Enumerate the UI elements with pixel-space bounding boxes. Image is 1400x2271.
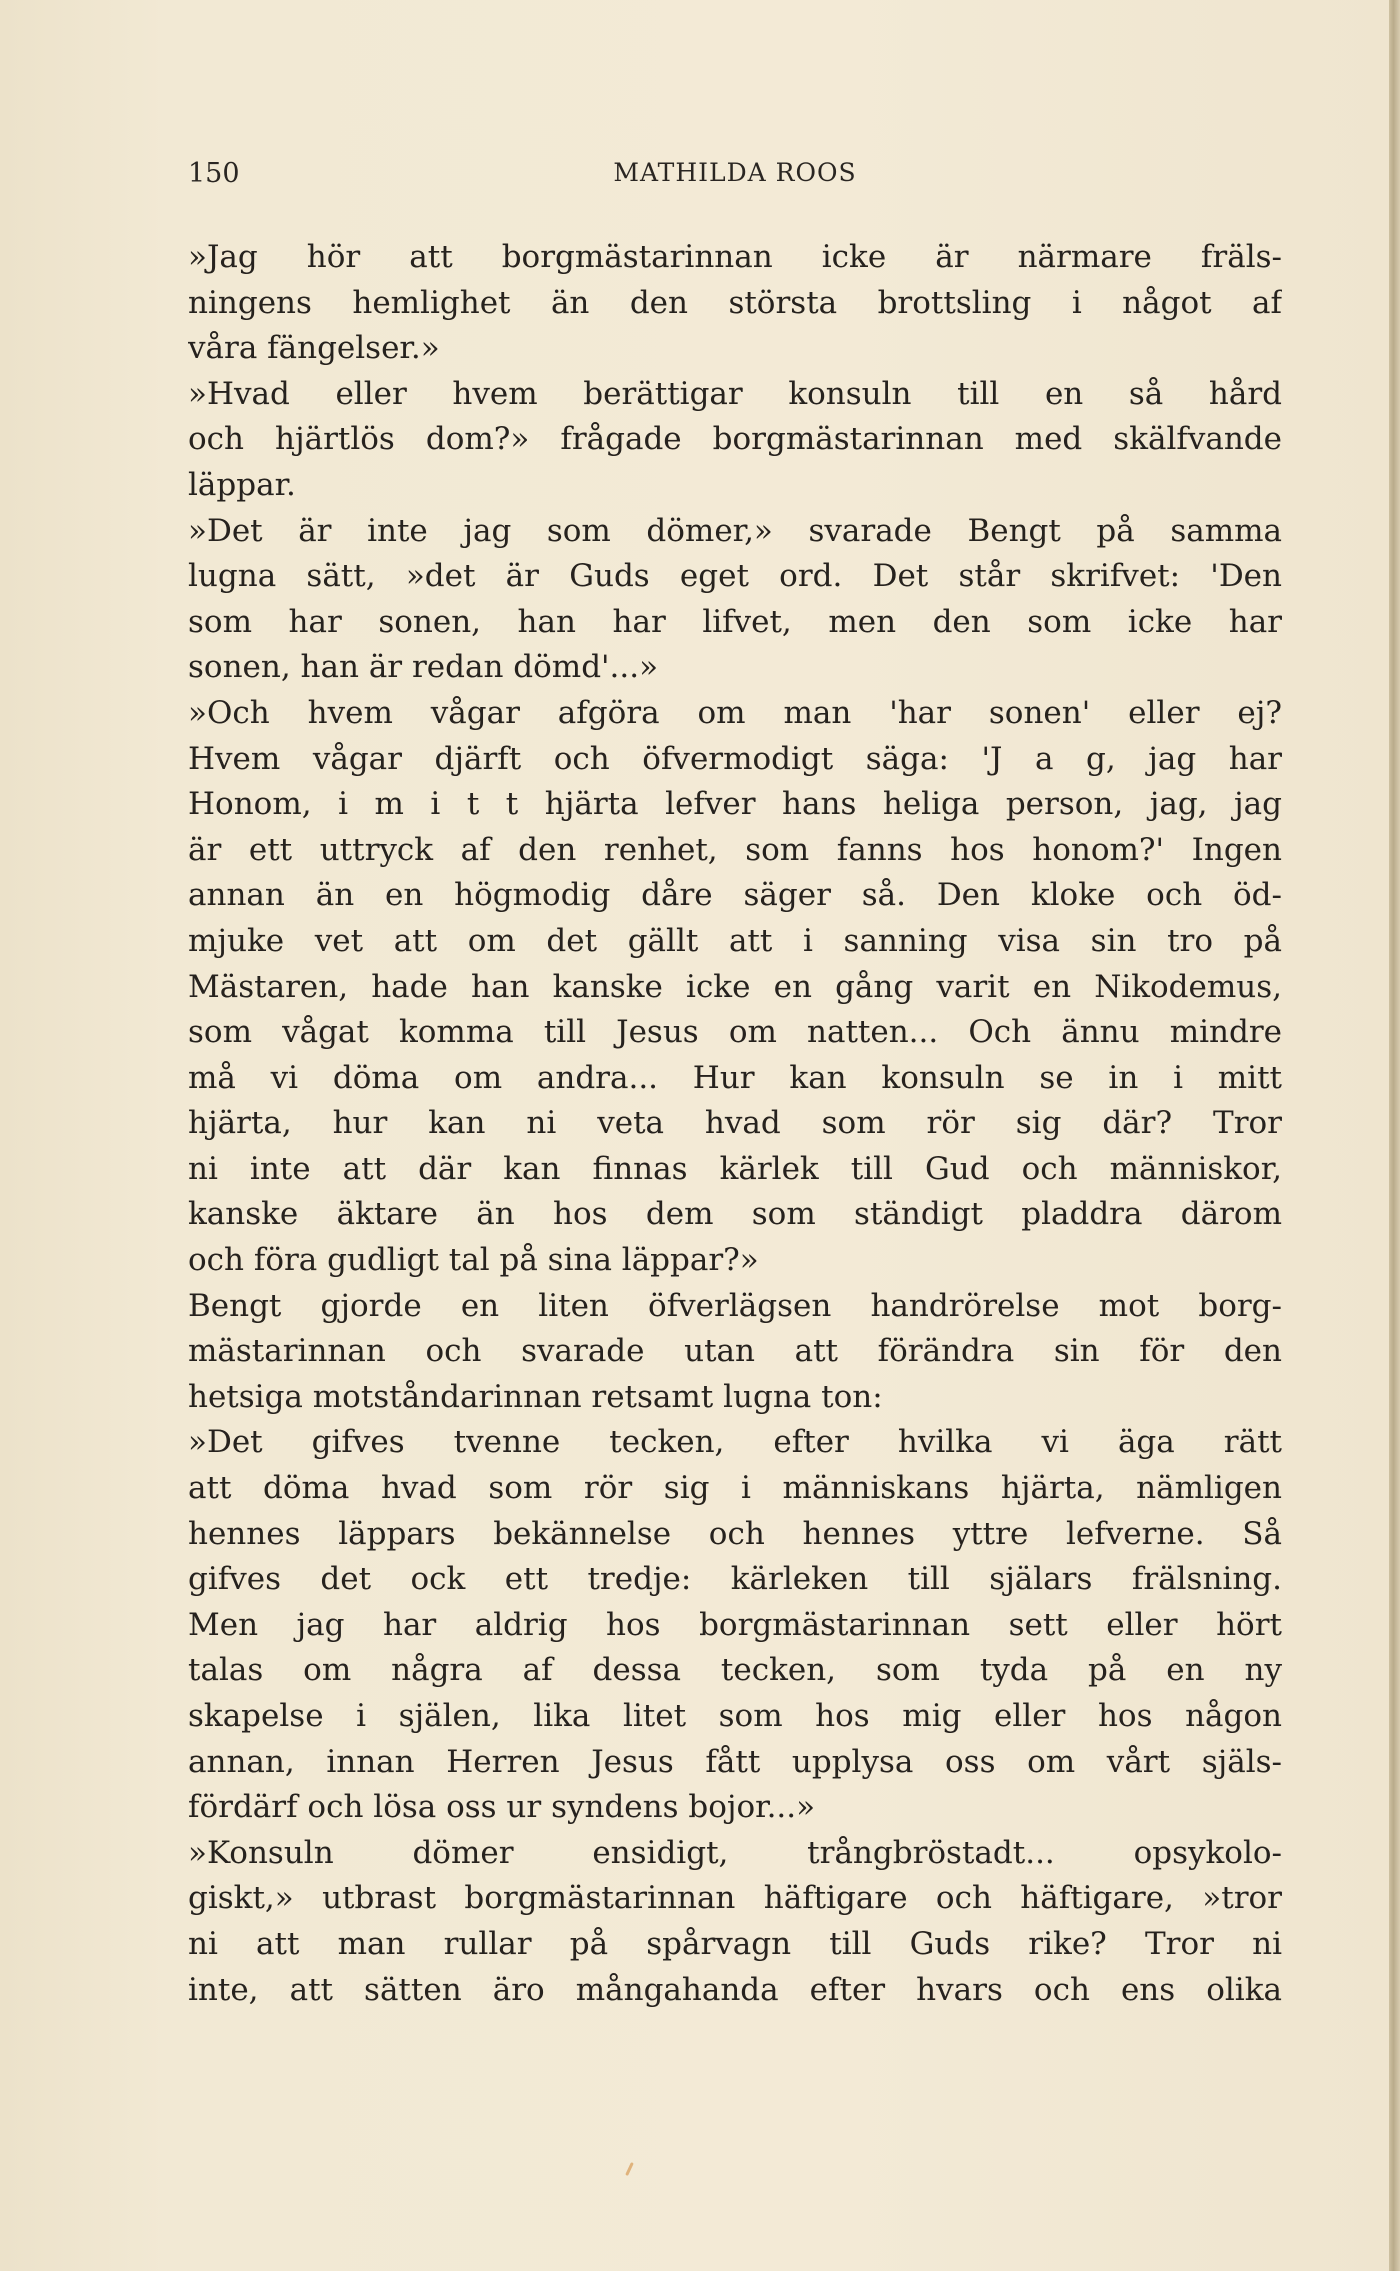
- text-line: kanske äktare än hos dem som ständigt pladdra därom: [188, 1196, 1282, 1233]
- text-line: talas om några af dessa tecken, som tyda på en ny: [188, 1652, 1282, 1689]
- text-line: skapelse i själen, lika litet som hos mig eller hos någon: [188, 1698, 1282, 1734]
- text-line: hetsiga motståndarinnan retsamt lugna ton:: [188, 1378, 883, 1415]
- text-line: annan, innan Herren Jesus fått upplysa oss om vårt själs-: [188, 1743, 1282, 1780]
- text-line: gifves det ock ett tredje: kärleken till själars frälsning.: [188, 1561, 1282, 1598]
- text-line: »Jag hör att borgmästarinnan icke är närmare fräls-: [188, 239, 1282, 275]
- text-line: »Det är inte jag som dömer,» svarade Bengt på samma: [188, 512, 1282, 549]
- text-line: ningens hemlighet än den största brottsling i något af: [188, 284, 1282, 321]
- text-line: annan än en högmodig dåre säger så. Den kloke och öd-: [188, 877, 1282, 914]
- text-line: fördärf och lösa oss ur syndens bojor...»: [188, 1789, 816, 1826]
- text-line: inte, att sätten äro mångahanda efter hvars och ens olika: [188, 1971, 1282, 2008]
- ink-mark: [625, 2162, 634, 2176]
- text-line: »Det gifves tvenne tecken, efter hvilka vi äga rätt: [188, 1424, 1282, 1461]
- text-line: hjärta, hur kan ni veta hvad som rör sig där? Tror: [188, 1105, 1282, 1142]
- text-line: och föra gudligt tal på sina läppar?»: [188, 1242, 759, 1279]
- page-edge: [1389, 0, 1400, 2271]
- text-line: Mästaren, hade han kanske icke en gång varit en Nikodemus,: [188, 968, 1282, 1005]
- text-line: och hjärtlös dom?» frågade borgmästarinnan med skälfvande: [188, 421, 1282, 458]
- body-text: [188, 235, 1282, 2013]
- text-line: våra fängelser.»: [188, 330, 440, 367]
- text-line: Honom, i m i t t hjärta lefver hans heliga person, jag, jag: [188, 786, 1282, 823]
- text-line: mästarinnan och svarade utan att förändra sin för den: [188, 1333, 1282, 1370]
- text-line: är ett uttryck af den renhet, som fanns hos honom?' Ingen: [188, 831, 1282, 868]
- running-head: MATHILDA ROOS: [613, 158, 857, 187]
- text-line: att döma hvad som rör sig i människans hjärta, nämligen: [188, 1470, 1282, 1507]
- text-line: må vi döma om andra... Hur kan konsuln se in i mitt: [188, 1059, 1282, 1096]
- text-line: Men jag har aldrig hos borgmästarinnan sett eller hört: [188, 1606, 1282, 1643]
- page-header: [188, 158, 1282, 202]
- text-line: ni att man rullar på spårvagn till Guds rike? Tror ni: [188, 1925, 1282, 1962]
- text-line: som vågat komma till Jesus om natten... Och ännu mindre: [188, 1014, 1282, 1051]
- text-line: hennes läppars bekännelse och hennes yttre lefverne. Så: [188, 1515, 1282, 1552]
- text-line: ni inte att där kan finnas kärlek till Gud och människor,: [188, 1150, 1282, 1187]
- text-line: mjuke vet att om det gällt att i sanning visa sin tro på: [188, 922, 1282, 959]
- page-number: 150: [188, 158, 240, 189]
- text-line: som har sonen, han har lifvet, men den som icke har: [188, 603, 1282, 640]
- text-line: läppar.: [188, 466, 296, 503]
- text-line: Bengt gjorde en liten öfverlägsen handrörelse mot borg-: [188, 1287, 1282, 1324]
- text-line: »Konsuln dömer ensidigt, trångbröstadt... opsykolo-: [188, 1834, 1282, 1871]
- text-line: lugna sätt, »det är Guds eget ord. Det står skrifvet: 'Den: [188, 558, 1282, 595]
- text-line: »Och hvem vågar afgöra om man 'har sonen' eller ej?: [188, 694, 1282, 731]
- text-line: sonen, han är redan dömd'...»: [188, 649, 659, 686]
- text-line: »Hvad eller hvem berättigar konsuln till en så hård: [188, 375, 1282, 412]
- text-line: giskt,» utbrast borgmästarinnan häftigare och häftigare, »tror: [188, 1880, 1282, 1917]
- text-line: Hvem vågar djärft och öfvermodigt säga: 'J a g, jag har: [188, 740, 1282, 777]
